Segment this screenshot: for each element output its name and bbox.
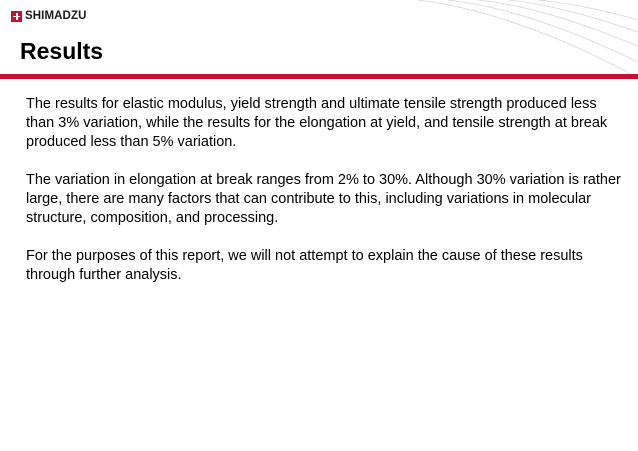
slide-body (26, 95, 626, 304)
shimadzu-cross-icon (11, 11, 22, 22)
decorative-arcs (378, 0, 638, 80)
title-divider (0, 74, 638, 79)
slide-title: Results (20, 38, 104, 64)
paragraph-1: The results for elastic modulus, yield strength and ultimate tensile strength produced less than 3% variation, while the results for the elongation at yield, and tensile strength at break produced less than 5% variation. (26, 96, 608, 150)
logo-text: SHIMADZU (25, 10, 87, 22)
paragraph-3: For the purposes of this report, we will not attempt to explain the cause of these results through further analysis. (26, 248, 583, 283)
shimadzu-logo (11, 8, 87, 24)
paragraph-2: The variation in elongation at break ranges from 2% to 30%. Although 30% variation is rather large, there are many factors that can contribute to this, including variations in molecular structure, composition, and processing. (26, 172, 621, 226)
